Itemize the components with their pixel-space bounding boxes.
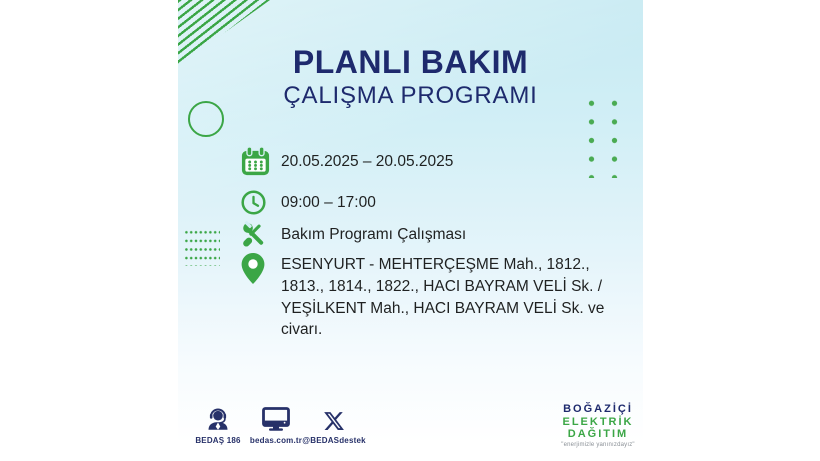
contact-website <box>248 406 304 445</box>
support-agent-icon <box>205 406 231 432</box>
location-row <box>240 252 615 341</box>
contact-call-center <box>190 406 246 445</box>
logo-line2: ELEKTRİK <box>562 415 634 428</box>
clock-icon <box>240 189 274 216</box>
logo-line3: DAĞITIM <box>567 428 629 440</box>
title-line2: ÇALIŞMA PROGRAMI <box>283 82 538 109</box>
monitor-icon <box>262 406 290 432</box>
time-range-text: 09:00 – 17:00 <box>281 194 376 211</box>
contact-label: @BEDASdestek <box>302 436 366 445</box>
poster-card <box>178 0 643 461</box>
page-title <box>178 44 643 109</box>
contact-x-account <box>302 406 366 445</box>
dot-grid-left-decoration <box>183 227 220 266</box>
date-range-text: 20.05.2025 – 20.05.2025 <box>281 153 454 170</box>
title-line1: PLANLI BAKIM <box>292 44 529 80</box>
contact-label: bedas.com.tr <box>249 436 303 445</box>
tools-icon <box>240 220 274 250</box>
company-logo <box>554 403 642 448</box>
footer-contacts <box>190 406 366 445</box>
location-pin-icon <box>240 252 274 285</box>
date-row <box>240 146 453 177</box>
calendar-icon <box>240 146 274 177</box>
x-logo-icon <box>323 406 345 432</box>
logo-line1: BOĞAZİÇİ <box>563 403 633 415</box>
location-text: ESENYURT - MEHTERÇEŞME Mah., 1812., 1813., 1814., 1822., HACI BAYRAM VELİ Sk. / YEŞİLKENT Mah., HACI BAYRAM VELİ Sk. ve civarı. <box>281 256 605 339</box>
contact-label: BEDAŞ 186 <box>195 436 241 445</box>
work-type-text: Bakım Programı Çalışması <box>281 226 467 243</box>
time-row <box>240 189 376 216</box>
work-type-row <box>240 220 466 250</box>
logo-tagline: "enerjimizle yanınızdayız" <box>561 441 635 448</box>
